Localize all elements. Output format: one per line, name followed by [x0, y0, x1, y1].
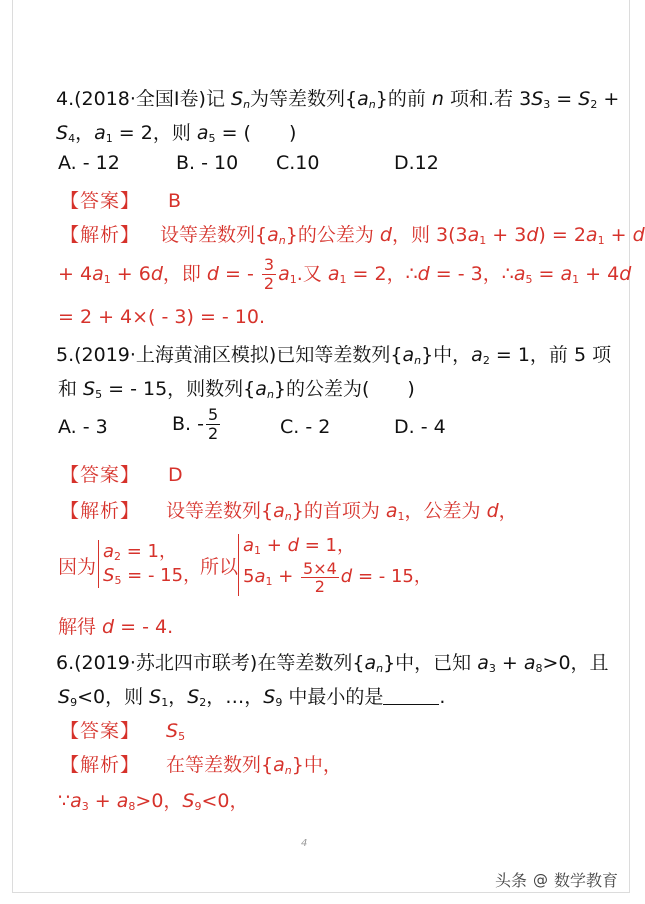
- q5-so: 所以: [200, 556, 239, 578]
- q5-solve: 解得 d = - 4.: [58, 616, 174, 638]
- q5-system-1: $a_2 = 1$， $S_5$ = - 15，: [98, 540, 201, 588]
- answer-blank: [383, 686, 439, 705]
- q4-option-b: B. - 10: [176, 152, 239, 174]
- page-number: 4: [301, 838, 308, 849]
- q4-option-c: C.10: [276, 152, 320, 174]
- q5-answer: 【答案】 D: [60, 464, 183, 486]
- q4-line1: 4.(2018·全国Ⅰ卷)记 $S_n$为等差数列$\{a_n\}$的前 n 项和.若 $3S_3 = S_2$ +: [56, 88, 620, 111]
- q6-line1: 6.(2019·苏北四市联考)在等差数列$\{a_n\}$中，已知 $a_3 + a_8>0$，且: [56, 652, 609, 675]
- q5-option-d: D. - 4: [394, 416, 446, 438]
- q4-answer: 【答案】 B: [60, 190, 182, 212]
- watermark: [495, 868, 618, 891]
- q4-analysis-1: 【解析】 设等差数列$\{a_n\}$的公差为 d，则 $3(3a_1 + 3d) = 2a_1 + d$: [60, 224, 645, 247]
- q6-analysis-2: $\because a_3 + a_8>0$，$S_9<0$，: [58, 790, 249, 813]
- q5-analysis-1: 【解析】 设等差数列$\{a_n\}$的首项为 $a_1$，公差为 d，: [60, 500, 518, 523]
- answer-tag: 【答案】: [60, 190, 141, 212]
- q5-option-c: C. - 2: [280, 416, 331, 438]
- q5-because: 因为: [58, 556, 97, 578]
- q6-line2: $S_9<0$，则 $S_1$，$S_2$，…，$S_9$ 中最小的是 .: [58, 686, 446, 709]
- q5-option-a: A. - 3: [58, 416, 108, 438]
- q5-line2: 和 $S_5$ = - 15，则数列$\{a_n\}$的公差为( ): [58, 378, 415, 401]
- q4-analysis-3: = 2 + 4×( - 3) = - 10.: [58, 306, 266, 328]
- q6-answer: 【答案】 $S_5$: [60, 720, 186, 743]
- q5-system-2: $a_1 + d = 1$， $5a_1$ + $\frac{5\times 4}{2}$ d = - 15，: [238, 534, 432, 596]
- watermark-name: 数学教育: [553, 871, 618, 890]
- at-icon: @: [532, 870, 548, 889]
- q5-line1: 5.(2019·上海黄浦区模拟)已知等差数列$\{a_n\}$中，$a_2 = 1$，前 5 项: [56, 344, 612, 367]
- q4-analysis-2: + $4a_1 + 6d$，即 d = - $\frac{3}{2}$ $a_1$.又 $a_1 = 2$，∴d = - 3，$\therefore a_5 = a_1 + 4d$: [58, 255, 632, 293]
- watermark-prefix: 头条: [494, 871, 527, 890]
- q4-option-a: A. - 12: [58, 152, 120, 174]
- q4-option-d: D.12: [394, 152, 439, 174]
- q4-line2: $S_4$，$a_1 = 2$，则 $a_5$ = ( ): [56, 122, 297, 145]
- q6-analysis-1: 【解析】 在等差数列$\{a_n\}$中，: [60, 754, 342, 777]
- q5-option-b: B. - $\frac{5}{2}$: [172, 405, 219, 443]
- fraction-3-2: $\frac{3}{2}$: [263, 255, 275, 293]
